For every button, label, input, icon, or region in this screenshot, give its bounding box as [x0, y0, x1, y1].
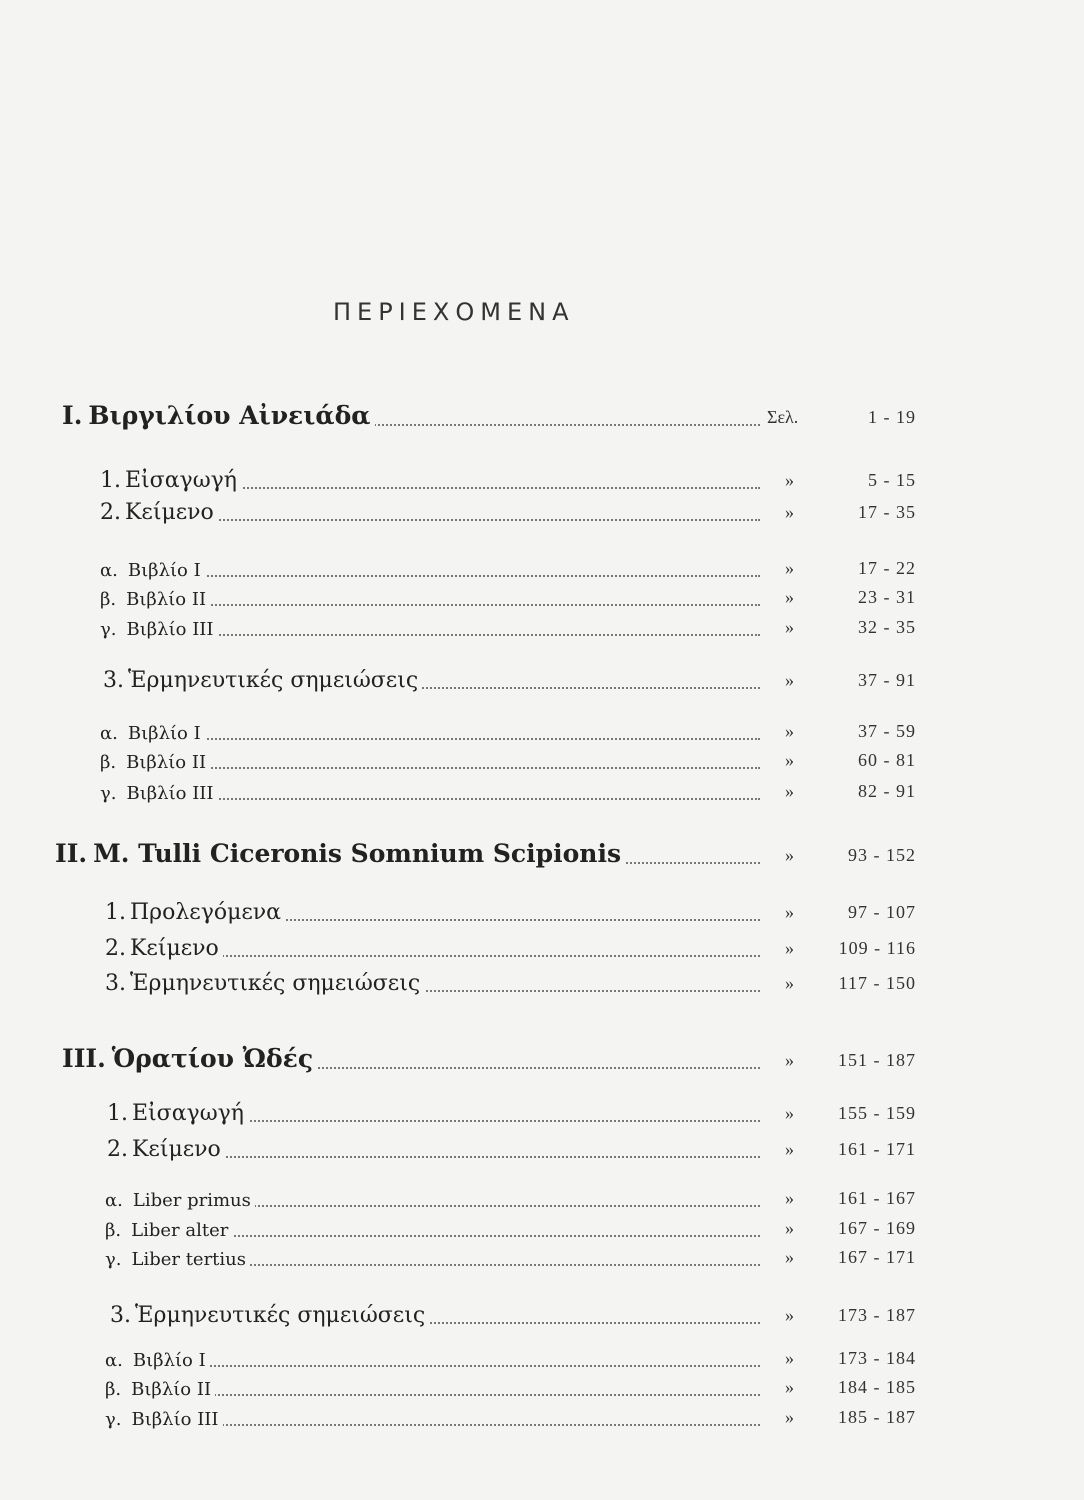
- entry-label: [105, 936, 223, 961]
- ditto-mark: »: [785, 558, 794, 578]
- ditto-mark: »: [785, 1377, 794, 1397]
- ditto-mark: »: [785, 1103, 794, 1123]
- page-range: 5 - 15: [868, 470, 916, 490]
- entry-title: Εἰσαγωγή: [132, 1101, 244, 1126]
- page-range: 117 - 150: [838, 973, 916, 993]
- entry-number: γ.: [105, 1249, 122, 1270]
- ditto-mark: »: [785, 781, 794, 801]
- entry-label: [105, 1249, 250, 1270]
- entry-title: Κείμενο: [130, 936, 219, 961]
- toc-entry: [0, 1242, 1084, 1272]
- entry-number: I.: [62, 401, 83, 430]
- page-range: 17 - 22: [858, 558, 916, 578]
- entry-title: Προλεγόμενα: [130, 900, 282, 925]
- entry-number: II.: [55, 839, 88, 868]
- toc-entry: [0, 1183, 1084, 1213]
- page-range: 1 - 19: [868, 407, 916, 427]
- entry-number: α.: [100, 560, 118, 581]
- entry-title: M. Tulli Ciceronis Somnium Scipionis: [93, 839, 622, 868]
- entry-label: [107, 1137, 225, 1162]
- toc-entry: [0, 497, 1084, 527]
- entry-number: β.: [100, 752, 117, 773]
- page-range: 32 - 35: [858, 617, 916, 637]
- toc-entry: [0, 1372, 1084, 1402]
- toc-entry: [0, 1213, 1084, 1243]
- entry-number: 3.: [110, 1303, 131, 1328]
- ditto-mark: »: [785, 750, 794, 770]
- entry-label: [105, 1190, 255, 1211]
- entry-title: Liber alter: [131, 1220, 229, 1241]
- entry-label: [100, 560, 205, 581]
- ditto-mark: »: [785, 845, 794, 865]
- entry-label: [107, 1101, 248, 1126]
- entry-number: α.: [105, 1350, 123, 1371]
- entry-number: 3.: [105, 971, 126, 996]
- ditto-mark: »: [785, 1348, 794, 1368]
- toc-entry: [0, 745, 1084, 775]
- entry-label: [100, 589, 210, 610]
- entry-title: Βιβλίο III: [126, 619, 214, 640]
- entry-label: [100, 500, 218, 525]
- entry-title: Βιβλίο III: [126, 783, 214, 804]
- entry-number: III.: [62, 1044, 106, 1073]
- page-range: 185 - 187: [838, 1407, 916, 1427]
- toc-entry: [0, 968, 1084, 998]
- entry-label: [55, 839, 625, 868]
- toc-entry: [0, 665, 1084, 695]
- page-range: 97 - 107: [848, 902, 916, 922]
- ditto-mark: »: [785, 902, 794, 922]
- toc-entry: [0, 1343, 1084, 1373]
- entry-number: 3.: [103, 668, 124, 693]
- entry-label: [105, 900, 285, 925]
- ditto-mark: »: [785, 1139, 794, 1159]
- entry-label: [62, 1044, 317, 1073]
- entry-title: Βιβλίο I: [127, 723, 201, 744]
- entry-title: Εἰσαγωγή: [125, 468, 237, 493]
- ditto-mark: »: [785, 670, 794, 690]
- entry-title: Βιβλίο II: [126, 589, 207, 610]
- page-range: 17 - 35: [858, 502, 916, 522]
- ditto-mark: »: [785, 721, 794, 741]
- ditto-mark: »: [785, 617, 794, 637]
- entry-number: 2.: [100, 500, 121, 525]
- entry-title: Βιβλίο II: [126, 752, 207, 773]
- toc-entry: [0, 840, 1084, 870]
- ditto-mark: »: [785, 973, 794, 993]
- entry-number: 1.: [105, 900, 126, 925]
- toc-entry: [0, 402, 1084, 432]
- entry-title: Ἑρμηνευτικές σημειώσεις: [135, 1303, 426, 1328]
- entry-number: β.: [100, 589, 117, 610]
- entry-number: γ.: [105, 1409, 122, 1430]
- entry-label: [105, 1379, 215, 1400]
- page-title: ΠΕΡΙΕΧΟΜΕΝΑ: [333, 298, 575, 326]
- entry-title: Liber tertius: [131, 1249, 247, 1270]
- entry-title: Ὁρατίου Ὠδές: [111, 1044, 314, 1073]
- page-range: 37 - 91: [858, 670, 916, 690]
- ditto-mark: »: [785, 1050, 794, 1070]
- entry-number: 1.: [100, 468, 121, 493]
- page-range: 184 - 185: [838, 1377, 916, 1397]
- entry-label: [100, 468, 241, 493]
- ditto-mark: »: [785, 1218, 794, 1238]
- entry-label: [62, 401, 375, 430]
- page-abbrev: Σελ.: [767, 407, 799, 427]
- page-range: 167 - 171: [838, 1247, 916, 1267]
- toc-entry: [0, 582, 1084, 612]
- page-range: 93 - 152: [848, 845, 916, 865]
- entry-label: [100, 783, 218, 804]
- entry-label: [105, 1409, 223, 1430]
- ditto-mark: »: [785, 1247, 794, 1267]
- entry-title: Βιργιλίου Αἰνειάδα: [88, 401, 371, 430]
- toc-entry: [0, 465, 1084, 495]
- page-range: 82 - 91: [858, 781, 916, 801]
- entry-number: 2.: [107, 1137, 128, 1162]
- entry-title: Βιβλίο II: [131, 1379, 212, 1400]
- page-range: 173 - 187: [838, 1305, 916, 1325]
- toc-entry: [0, 776, 1084, 806]
- page-range: 23 - 31: [858, 587, 916, 607]
- entry-label: [105, 1220, 232, 1241]
- page-range: 109 - 116: [838, 938, 916, 958]
- entry-title: Ἑρμηνευτικές σημειώσεις: [128, 668, 419, 693]
- entry-title: Κείμενο: [132, 1137, 221, 1162]
- entry-title: Βιβλίο I: [127, 560, 201, 581]
- ditto-mark: »: [785, 470, 794, 490]
- page-range: 173 - 184: [838, 1348, 916, 1368]
- entry-number: 2.: [105, 936, 126, 961]
- toc-entry: [0, 897, 1084, 927]
- entry-number: γ.: [100, 619, 117, 640]
- entry-title: Βιβλίο I: [132, 1350, 206, 1371]
- entry-number: α.: [105, 1190, 123, 1211]
- toc-entry: [0, 1300, 1084, 1330]
- entry-title: Ἑρμηνευτικές σημειώσεις: [130, 971, 421, 996]
- toc-entry: [0, 1098, 1084, 1128]
- ditto-mark: »: [785, 502, 794, 522]
- ditto-mark: »: [785, 938, 794, 958]
- entry-label: [100, 752, 210, 773]
- entry-number: β.: [105, 1220, 122, 1241]
- page-range: 167 - 169: [838, 1218, 916, 1238]
- page-range: 161 - 167: [838, 1188, 916, 1208]
- page-range: 37 - 59: [858, 721, 916, 741]
- entry-label: [100, 619, 218, 640]
- entry-label: [105, 1350, 210, 1371]
- toc-entry: [0, 716, 1084, 746]
- toc-entry: [0, 1045, 1084, 1075]
- ditto-mark: »: [785, 1188, 794, 1208]
- entry-title: Κείμενο: [125, 500, 214, 525]
- entry-number: γ.: [100, 783, 117, 804]
- entry-number: α.: [100, 723, 118, 744]
- page-range: 161 - 171: [838, 1139, 916, 1159]
- ditto-mark: »: [785, 1407, 794, 1427]
- ditto-mark: »: [785, 587, 794, 607]
- toc-entry: [0, 612, 1084, 642]
- toc-entry: [0, 1402, 1084, 1432]
- entry-label: [105, 971, 424, 996]
- toc-entry: [0, 1134, 1084, 1164]
- toc-entry: [0, 553, 1084, 583]
- page-range: 155 - 159: [838, 1103, 916, 1123]
- entry-label: [110, 1303, 429, 1328]
- entry-label: [100, 723, 205, 744]
- entry-title: Liber primus: [132, 1190, 251, 1211]
- entry-label: [103, 668, 422, 693]
- entry-number: β.: [105, 1379, 122, 1400]
- entry-number: 1.: [107, 1101, 128, 1126]
- toc-entry: [0, 933, 1084, 963]
- page-range: 60 - 81: [858, 750, 916, 770]
- page-range: 151 - 187: [838, 1050, 916, 1070]
- entry-title: Βιβλίο III: [131, 1409, 219, 1430]
- ditto-mark: »: [785, 1305, 794, 1325]
